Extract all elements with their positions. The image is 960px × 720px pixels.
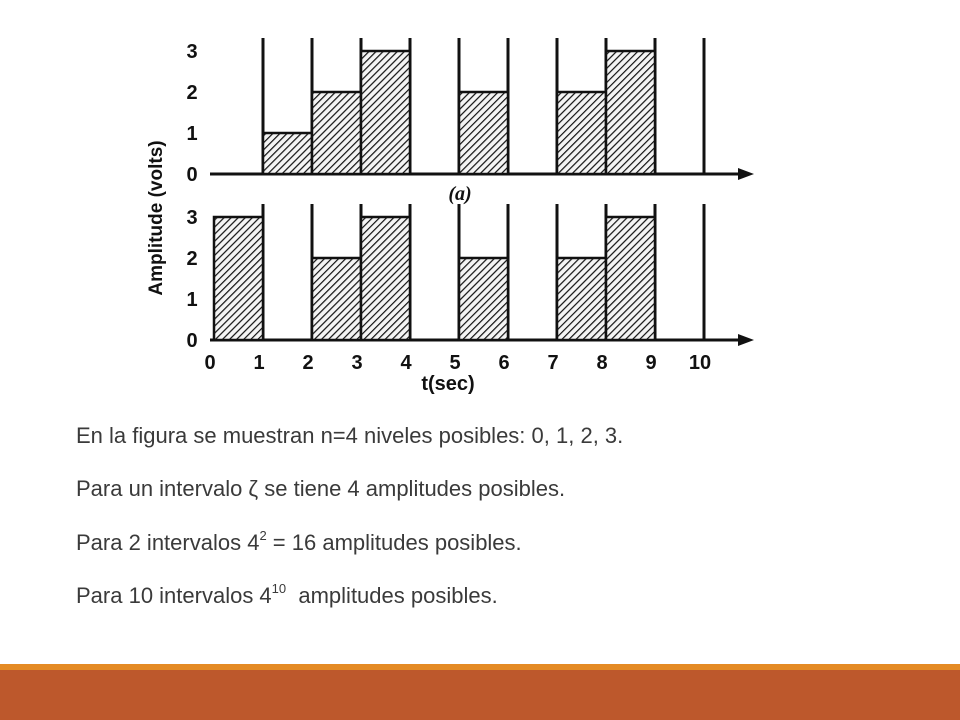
signal-bar bbox=[459, 92, 508, 174]
x-tick-label: 6 bbox=[498, 352, 510, 374]
x-tick-label: 7 bbox=[547, 352, 559, 374]
footer-accent-stripe bbox=[0, 664, 960, 670]
quantized-signal-plots bbox=[130, 28, 766, 398]
caption-text-3-exponent: 2 bbox=[259, 528, 267, 543]
panel-label-a: (a) bbox=[448, 183, 472, 205]
y-axis-label: Amplitude (volts) bbox=[146, 140, 167, 296]
y-tick-label: 0 bbox=[186, 330, 198, 352]
y-tick-label: 2 bbox=[186, 248, 198, 270]
y-tick-label: 2 bbox=[186, 82, 198, 104]
y-tick-label: 3 bbox=[186, 41, 198, 63]
signal-figure bbox=[130, 28, 766, 398]
signal-bar bbox=[606, 51, 655, 174]
signal-bar bbox=[606, 217, 655, 340]
caption-text-2: Para un intervalo ζ se tiene 4 amplitudes posibles. bbox=[76, 476, 566, 501]
signal-bar bbox=[361, 51, 410, 174]
x-tick-label: 1 bbox=[253, 352, 265, 374]
caption-text-4-prefix: Para 10 intervalos 4 bbox=[76, 583, 272, 608]
signal-bar bbox=[263, 133, 312, 174]
y-tick-label: 0 bbox=[186, 164, 198, 186]
x-axis-arrow bbox=[738, 334, 754, 346]
x-axis-arrow bbox=[738, 168, 754, 180]
caption-line-one-interval bbox=[76, 476, 565, 502]
y-tick-label: 1 bbox=[186, 289, 198, 311]
signal-bar bbox=[557, 92, 606, 174]
caption-text-4-exponent: 10 bbox=[271, 581, 287, 596]
x-tick-label: 5 bbox=[449, 352, 461, 374]
caption-line-two-intervals bbox=[76, 530, 522, 556]
footer-bar bbox=[0, 664, 960, 720]
x-tick-label: 10 bbox=[688, 352, 712, 374]
caption-text-1: En la figura se muestran n=4 niveles posibles: 0, 1, 2, 3. bbox=[76, 423, 624, 448]
caption-text-4-suffix: amplitudes posibles. bbox=[286, 583, 498, 608]
caption-line-levels bbox=[76, 423, 623, 449]
x-axis-label: t(sec) bbox=[421, 373, 475, 395]
signal-bar bbox=[312, 258, 361, 340]
caption-text-3-prefix: Para 2 intervalos 4 bbox=[76, 530, 260, 555]
signal-bar bbox=[557, 258, 606, 340]
caption-text-3-suffix: = 16 amplitudes posibles. bbox=[266, 530, 522, 555]
x-tick-label: 9 bbox=[645, 352, 657, 374]
x-tick-label: 8 bbox=[596, 352, 608, 374]
caption-line-ten-intervals bbox=[76, 583, 498, 609]
signal-bar bbox=[214, 217, 263, 340]
signal-bar bbox=[361, 217, 410, 340]
signal-bar bbox=[459, 258, 508, 340]
signal-bar bbox=[312, 92, 361, 174]
x-tick-label: 3 bbox=[351, 352, 363, 374]
y-tick-label: 3 bbox=[186, 207, 198, 229]
x-tick-label: 2 bbox=[302, 352, 314, 374]
x-tick-label: 0 bbox=[204, 352, 216, 374]
x-tick-label: 4 bbox=[400, 352, 412, 374]
y-tick-label: 1 bbox=[186, 123, 198, 145]
